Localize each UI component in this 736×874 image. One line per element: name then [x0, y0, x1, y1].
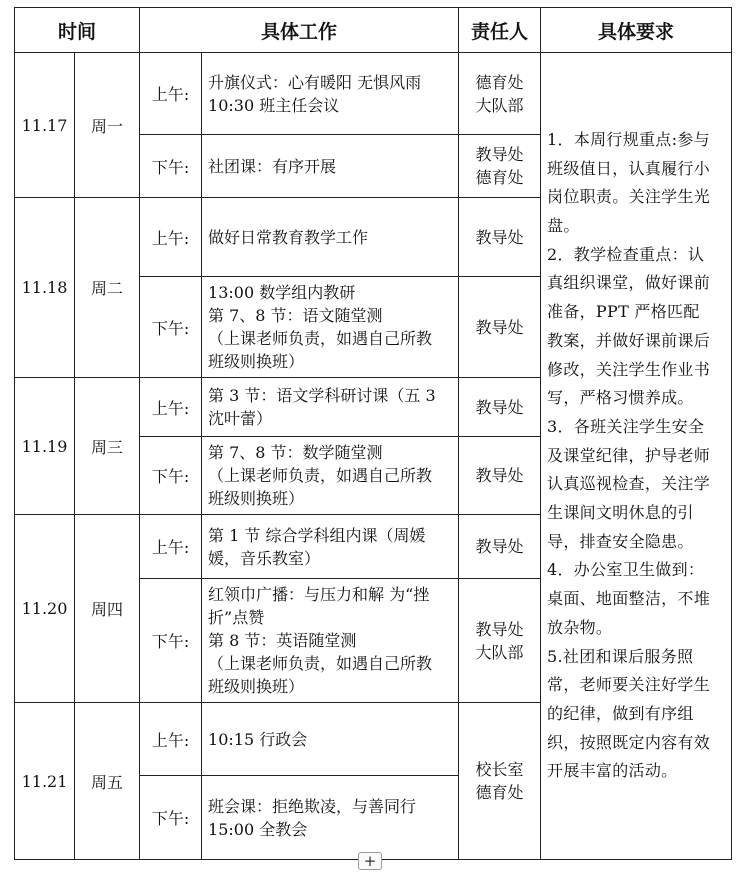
responsible-line: 教导处 [475, 619, 524, 639]
task-line: （上课老师负责，如遇自己所教 [208, 466, 433, 485]
header-row [15, 8, 732, 53]
task-line: 红领巾广播：与压力和解 为“挫 [208, 585, 430, 604]
responsible-cell [459, 277, 541, 378]
period-cell: 上午: [140, 53, 202, 135]
task-line: （上课老师负责，如遇自己所教 [208, 654, 433, 673]
task-line: 班级则换班） [208, 489, 305, 508]
requirement-line: 1．本周行规重点:参与 [547, 129, 710, 149]
task-cell [202, 135, 459, 198]
responsible-line: 教导处 [475, 227, 524, 247]
task-line: 15:00 全教会 [208, 819, 308, 839]
task-line: 第 1 节 综合学科组内课（周媛 [208, 525, 426, 545]
requirement-line: 教案，并做好课前课后 [547, 330, 711, 350]
responsible-line: 教导处 [475, 317, 524, 337]
responsible-line: 教导处 [475, 466, 524, 485]
responsible-line: 教导处 [475, 145, 524, 164]
task-cell [202, 579, 459, 703]
header-time: 时间 [15, 8, 140, 53]
responsible-line: 校长室 [475, 760, 524, 779]
date-cell: 11.21 [15, 703, 75, 860]
requirement-line: 2．教学检查重点：认 [547, 244, 705, 264]
task-cell [202, 378, 459, 437]
task-line: 班会课：拒绝欺凌，与善同行 [208, 796, 417, 816]
requirement-line: 班级值日，认真履行小 [547, 158, 711, 178]
responsible-cell [459, 515, 541, 579]
header-work: 具体工作 [140, 8, 459, 53]
task-line: 班级则换班） [208, 352, 305, 371]
responsible-line: 大队部 [475, 95, 524, 115]
weekday-cell: 周三 [75, 378, 140, 515]
requirement-line: 4．办公室卫生做到： [547, 560, 705, 580]
requirement-line: 写，严格习惯养成。 [547, 388, 694, 408]
requirement-line: 岗位职责。关注学生光 [547, 187, 711, 207]
task-line: 第 7、8 节：语文随堂测 [208, 306, 383, 325]
weekday-cell: 周四 [75, 515, 140, 703]
task-cell [202, 198, 459, 277]
responsible-line: 德育处 [475, 72, 524, 92]
task-line: （上课老师负责，如遇自己所教 [208, 329, 433, 348]
requirement-line: 织，按照既定内容有效 [547, 732, 711, 752]
requirement-line: 导，排查安全隐患。 [547, 531, 694, 551]
responsible-cell [459, 703, 541, 860]
responsible-cell [459, 135, 541, 198]
period-cell: 下午: [140, 579, 202, 703]
requirements-cell [541, 53, 732, 860]
responsible-line: 教导处 [475, 397, 524, 417]
date-cell: 11.20 [15, 515, 75, 703]
schedule-table [14, 7, 732, 860]
weekday-cell: 周二 [75, 198, 140, 378]
task-line: 折”点赞 [208, 608, 265, 627]
task-line: 社团课：有序开展 [208, 156, 337, 176]
weekday-cell: 周一 [75, 53, 140, 198]
task-cell [202, 703, 459, 776]
task-line: 第 7、8 节：数学随堂测 [208, 443, 383, 462]
period-cell: 下午: [140, 776, 202, 860]
schedule-row [15, 53, 732, 135]
responsible-cell [459, 378, 541, 437]
task-cell [202, 437, 459, 515]
task-line: 第 8 节：英语随堂测 [208, 631, 357, 650]
period-cell: 下午: [140, 135, 202, 198]
responsible-line: 德育处 [475, 783, 524, 802]
task-line: 10:15 行政会 [208, 729, 308, 749]
date-cell: 11.19 [15, 378, 75, 515]
requirement-line: 开展丰富的活动。 [547, 761, 678, 781]
requirement-line: 盘。 [547, 216, 580, 236]
task-line: 沈叶蕾） [208, 409, 273, 428]
period-cell: 下午: [140, 437, 202, 515]
requirement-line: 5.社团和课后服务照 [547, 646, 694, 666]
weekday-cell: 周五 [75, 703, 140, 860]
task-line: 做好日常教育教学工作 [208, 227, 369, 247]
responsible-cell [459, 437, 541, 515]
header-responsible: 责任人 [459, 8, 541, 53]
requirement-line: 的纪律，做到有序组 [547, 703, 694, 723]
requirement-line: 常，老师要关注好学生 [547, 675, 711, 695]
task-line: 班级则换班） [208, 677, 305, 696]
requirement-line: 放杂物。 [547, 617, 613, 637]
responsible-line: 大队部 [475, 642, 524, 662]
period-cell: 上午: [140, 703, 202, 776]
task-cell [202, 53, 459, 135]
requirement-line: 准备，PPT 严格匹配 [547, 302, 700, 322]
task-line: 媛，音乐教室） [208, 548, 321, 568]
responsible-line: 德育处 [475, 168, 524, 187]
task-line: 10:30 班主任会议 [208, 95, 340, 115]
task-line: 升旗仪式：心有暖阳 无惧风雨 [208, 72, 422, 92]
responsible-cell [459, 579, 541, 703]
responsible-cell [459, 53, 541, 135]
date-cell: 11.18 [15, 198, 75, 378]
requirement-line: 认真巡视检查，关注学 [547, 474, 711, 494]
period-cell: 上午: [140, 515, 202, 579]
requirement-line: 修改，关注学生作业书 [547, 359, 711, 379]
task-cell [202, 515, 459, 579]
responsible-cell [459, 198, 541, 277]
period-cell: 上午: [140, 198, 202, 277]
period-cell: 上午: [140, 378, 202, 437]
responsible-line: 教导处 [475, 537, 524, 556]
requirement-line: 及课堂纪律，护导老师 [547, 445, 711, 465]
task-line: 第 3 节：语文学科研讨课（五 3 [208, 386, 436, 405]
header-requirements: 具体要求 [541, 8, 732, 53]
requirement-line: 生课间文明休息的引 [547, 503, 694, 523]
task-cell [202, 277, 459, 378]
date-cell: 11.17 [15, 53, 75, 198]
period-cell: 下午: [140, 277, 202, 378]
requirement-line: 真组织课堂，做好课前 [547, 273, 711, 293]
requirement-line: 3．各班关注学生安全 [547, 416, 705, 436]
task-line: 13:00 数学组内教研 [208, 283, 356, 302]
task-cell [202, 776, 459, 860]
expand-table-button[interactable]: + [358, 852, 382, 870]
requirement-line: 桌面、地面整洁，不堆 [547, 589, 711, 609]
